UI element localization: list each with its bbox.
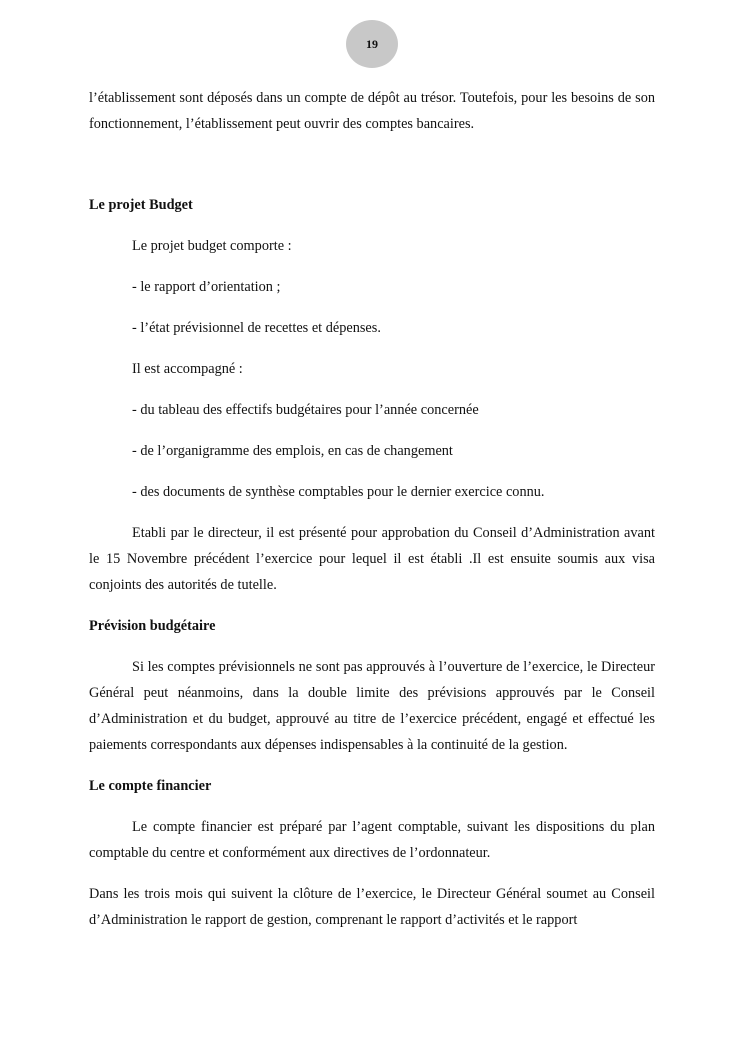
section-heading-prevision: Prévision budgétaire (89, 618, 216, 634)
list-item: - le rapport d’orientation ; (132, 279, 281, 295)
section-heading-budget: Le projet Budget (89, 197, 193, 213)
compte-paragraph-2: Dans les trois mois qui suivent la clôture de l’exercice, le Directeur Général soumet au Conseil d’Administration le rapport de gestion, comprenant le rapport d’activités et le rapport (89, 886, 655, 928)
budget-approval-paragraph: Etabli par le directeur, il est présenté pour approbation du Conseil d’Administration avant le 15 Novembre précédent l’exercice pour lequel il est établi .Il est ensuite soumis aux visa conjoints des autorités de tutelle. (89, 525, 655, 593)
list-item: - l’état prévisionnel de recettes et dépenses. (132, 320, 381, 336)
list-item: - du tableau des effectifs budgétaires pour l’année concernée (132, 402, 479, 418)
list-item: - de l’organigramme des emplois, en cas de changement (132, 443, 453, 459)
section-heading-compte-financier: Le compte financier (89, 778, 212, 794)
document-body (89, 85, 655, 933)
accompanied-intro: Il est accompagné : (132, 361, 243, 377)
page-number: 19 (346, 20, 398, 68)
list-item: - des documents de synthèse comptables pour le dernier exercice connu. (132, 484, 545, 500)
compte-paragraph: Le compte financier est préparé par l’agent comptable, suivant les dispositions du plan comptable du centre et conformément aux directives de l’ordonnateur. (89, 819, 655, 861)
prevision-paragraph: Si les comptes prévisionnels ne sont pas approuvés à l’ouverture de l’exercice, le Directeur Général peut néanmoins, dans la double limite des prévisions approuvés par le Conseil d’Administration et du budget, approuvé au titre de l’exercice précédent, engagé et effectué les paiements correspondants aux dépenses indispensables à la continuité de la gestion. (89, 659, 655, 753)
intro-paragraph: l’établissement sont déposés dans un compte de dépôt au trésor. Toutefois, pour les besoins de son fonctionnement, l’établissement peut ouvrir des comptes bancaires. (89, 90, 655, 132)
budget-intro: Le projet budget comporte : (132, 238, 292, 254)
